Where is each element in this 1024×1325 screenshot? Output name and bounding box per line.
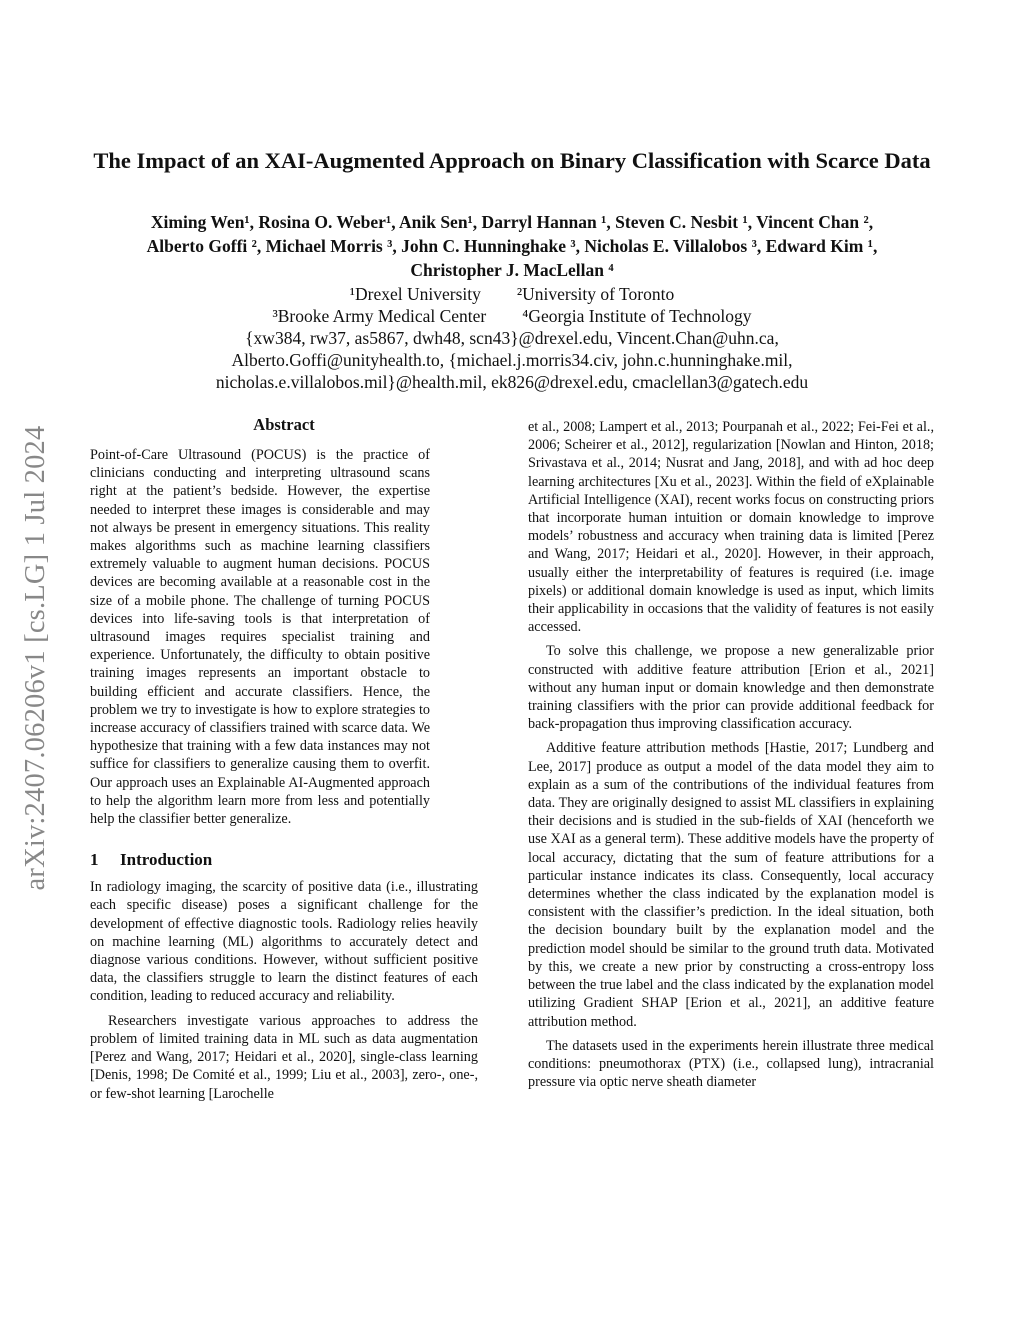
affiliation-row-1 [80,283,944,305]
right-column [528,418,934,1097]
paper-title: The Impact of an XAI-Augmented Approach on Binary Classification with Scarce Data [93,148,931,173]
author-list [80,210,944,282]
section-number: 1 [90,850,99,870]
authors-line-3: Christopher J. MacLellan ⁴ [410,260,614,280]
arxiv-identifier: arXiv:2407.06206v1 [cs.LG] 1 Jul 2024 [20,425,51,891]
intro-paragraph-2: Researchers investigate various approaches to address the problem of limited training data in ML such as data augmentation [Perez and Wang, 2017; Heidari et al., 2020], single-class learning [Denis, 1998; De Comité et al., 1999; Liu et al., 2003], zero-, one-, or few-shot learning [Larochelle [90,1012,478,1102]
body-paragraph-2: To solve this challenge, we propose a new generalizable prior constructed with additive feature attribution [Erion et al., 2021] without any human input or domain knowledge and then demonstrate training classifiers with the prior can provide additional feedback for back-propagation thus improving classification accuracy. [528,643,934,733]
affiliation-georgia-tech: ⁴Georgia Institute of Technology [522,306,752,326]
affiliation-row-2 [80,305,944,327]
affiliation-drexel: ¹Drexel University [349,284,481,304]
authors-line-1: Ximing Wen¹, Rosina O. Weber¹, Anik Sen¹, Darryl Hannan ¹, Steven C. Nesbit ¹, Vincent Chan ², [150,212,874,232]
abstract-text: Point-of-Care Ultrasound (POCUS) is the practice of clinicians conducting and interpreting ultrasound scans right at the patient’s bedside. However, the expertise needed to interpret these images is considerable and may not always be present in emergency situations. This reality makes algorithms such as machine learning classifiers extremely valuable to augment human decisions. POCUS devices are becoming available at a reasonable cost in the size of a mobile phone. The challenge of turning POCUS devices into life-saving tools is that interpretation of ultrasound images requires specialist training and experience. Unfortunately, the difficulty to obtain positive training images represents an important obstacle to building efficient and accurate classifiers. Hence, the problem we try to investigate is how to explore strategies to increase accuracy of classifiers trained with scarce data. We hypothesize that training with a few data instances may not suffice for classifiers to generalize causing them to overfit. Our approach uses an Explainable AI-Augmented approach to help the algorithm learn more from less and potentially help the classifier better generalize. [90,447,430,828]
body-paragraph-3: Additive feature attribution methods [Hastie, 2017; Lundberg and Lee, 2017] produce as output a model of the data model they aim to explain as a sum of the contributions of the individual features from data. They are originally designed to assist ML classifiers in explaining their decisions and is studied in the sub-fields of XAI (henceforth we use XAI as a general term). These additive models have the property of local accuracy, dictating that the sum of feature attributions for a particular instance indicates its class. Consequently, local accuracy determines whether the class indicated by the explanation model is consistent with the classifier’s prediction. In the ideal situation, both the decision boundary built by the explanation model and the prediction model should be similar to the ground truth data. Motivated by this, we create a new prior by constructing a cross-entropy loss between the true label and the class indicated by the explanation model utilizing Gradient SHAP [Erion et al., 2021], an additive feature attribution method. [528,740,934,1030]
body-paragraph-1: et al., 2008; Lampert et al., 2013; Pourpanah et al., 2022; Fei-Fei et al., 2006; Scheirer et al., 2012], regularization [Nowlan and Hinton, 2018; Srivastava et al., 2014; Nusrat and Jang, 2018], and with ad hoc deep learning architectures [Xu et al., 2023]. Within the field of eXplainable Artificial Intelligence (XAI), recent works focus on constructing priors that incorporate human intuition or domain knowledge to improve models’ robustness and accuracy when training data is limited [Perez and Wang, 2017; Heidari et al., 2020]. However, in their approach, usually either the interpretability of features is required (i.e. image pixels) or additional domain knowledge is used as input, which limits their applicability in occasions that the validity of features is not easily accessed. [528,419,934,636]
left-column [90,414,478,1109]
body-paragraph-4: The datasets used in the experiments herein illustrate three medical conditions: pneumothorax (PTX) (i.e., collapsed lung), intracranial pressure via optic nerve sheath diameter [528,1037,934,1091]
authors-line-2: Alberto Goffi ², Michael Morris ³, John C. Hunninghake ³, Nicholas E. Villalobos ³, Edward Kim ¹, [146,236,878,256]
emails-line-3: nicholas.e.villalobos.mil}@health.mil, ek826@drexel.edu, cmaclellan3@gatech.edu [215,372,809,392]
arxiv-stamp [8,380,64,936]
affiliations [80,283,944,393]
affiliation-toronto: ²University of Toronto [516,284,675,304]
affiliation-brooke: ³Brooke Army Medical Center [272,306,487,326]
emails-line-1: {xw384, rw37, as5867, dwh48, scn43}@drexel.edu, Vincent.Chan@uhn.ca, [245,328,779,348]
section-heading-introduction [90,848,478,872]
intro-paragraph-1: In radiology imaging, the scarcity of positive data (i.e., illustrating each specific disease) poses a significant challenge for the development of effective diagnostic tools. Radiology relies heavily on machine learning (ML) algorithms to accurately detect and diagnose various conditions. However, without sufficient positive data, the classifiers struggle to learn the distinct features of each condition, leading to reduced accuracy and reliability. [90,879,478,1005]
emails-line-2: Alberto.Goffi@unityhealth.to, {michael.j.morris34.civ, john.c.hunninghake.mil, [231,350,793,370]
section-title: Introduction [120,850,213,870]
abstract-heading: Abstract [253,415,315,434]
